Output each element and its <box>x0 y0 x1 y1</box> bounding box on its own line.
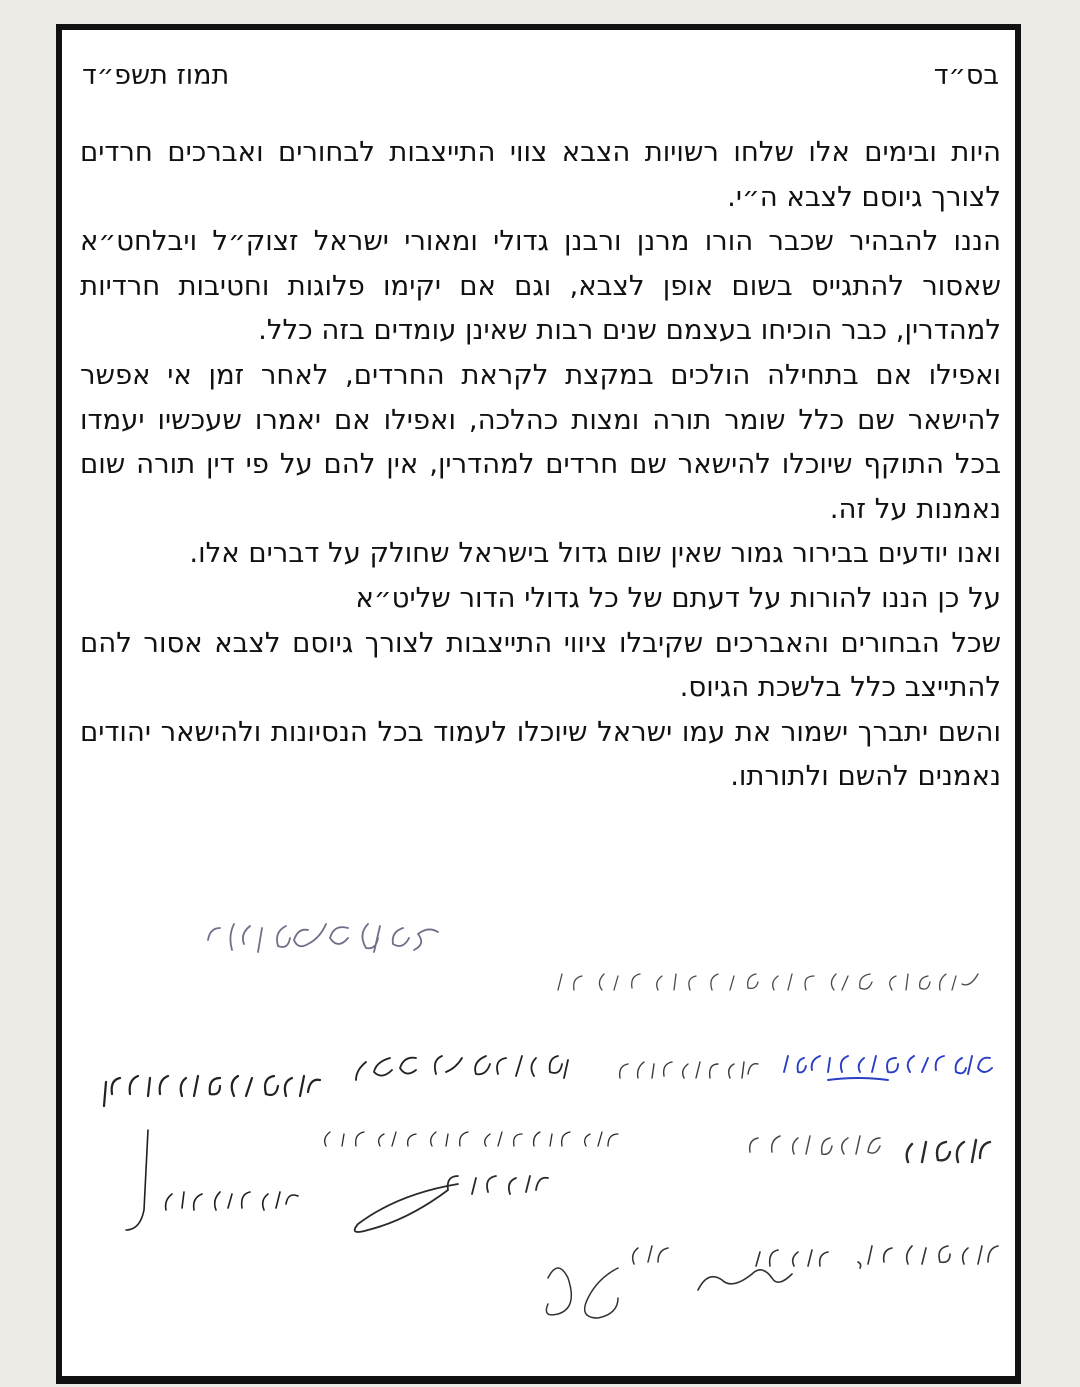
paragraph-blessing: והשם יתברך ישמור את עמו ישראל שיוכלו לעמוד בכל הנסיונות ולהישאר יהודים נאמנים להשם ולתורתו. <box>80 715 1001 793</box>
paragraph-instruction: שכל הבחורים והאברכים שקיבלו ציווי התייצבות לצורך גיוסם לצבא אסור להם להתייצב כלל בלשכת הגיוס. <box>80 626 1001 704</box>
signature-3 <box>768 1046 998 1092</box>
signature-12 <box>678 1240 838 1310</box>
signature-4 <box>608 1054 768 1088</box>
signature-8 <box>738 1126 888 1166</box>
signature-2 <box>548 966 988 1000</box>
signatures-area <box>78 896 1008 1366</box>
signature-7 <box>108 1126 308 1246</box>
paragraph-consensus: ואנו יודעים בבירור גמור שאין שום גדול בישראל שחולק על דברים אלו. <box>189 537 1001 570</box>
signature-9 <box>898 1132 998 1172</box>
paragraph-instruction-lead: על כן הננו להורות על דעתם של כל גדולי הדור שליט״א <box>355 581 1001 614</box>
signature-6 <box>98 1066 328 1116</box>
letter-body <box>80 130 1001 799</box>
header-date: תמוז תשפ״ד <box>82 60 230 91</box>
paragraph-reasoning: ואפילו אם בתחילה הולכים במקצת לקראת החרדים, לאחר זמן אי אפשר להישאר שם כלל שומר תורה ומצות כהלכה, ואפילו אם יאמרו שעכשיו יעמדו בכל התוקף שיוכלו להישאר שם חרדים למהדרין, אין להם על פי דין תורה שום נאמנות על זה. <box>80 358 1001 525</box>
header-bsd: בס״ד <box>933 60 999 91</box>
letter-frame <box>56 24 1021 1384</box>
signature-13 <box>848 1236 1008 1276</box>
signature-11 <box>508 1238 678 1328</box>
signature-10 <box>308 1122 628 1252</box>
signature-5 <box>346 1046 576 1090</box>
signature-1 <box>198 910 458 970</box>
paragraph-ruling: הננו להבהיר שכבר הורו מרנן ורבנן גדולי ומאורי ישראל זצוק״ל ויבלחט״א שאסור להתגייס בשום אופן לצבא, וגם אם יקימו פלוגות וחטיבות חרדיות למהדרין, כבר הוכיחו בעצמם שנים רבות שאינן עומדים בזה כלל. <box>80 225 1001 347</box>
paragraph-intro: היות ובימים אלו שלחו רשויות הצבא צווי התייצבות לבחורים ואברכים חרדים לצורך גיוסם לצבא ה״י. <box>80 136 1001 213</box>
